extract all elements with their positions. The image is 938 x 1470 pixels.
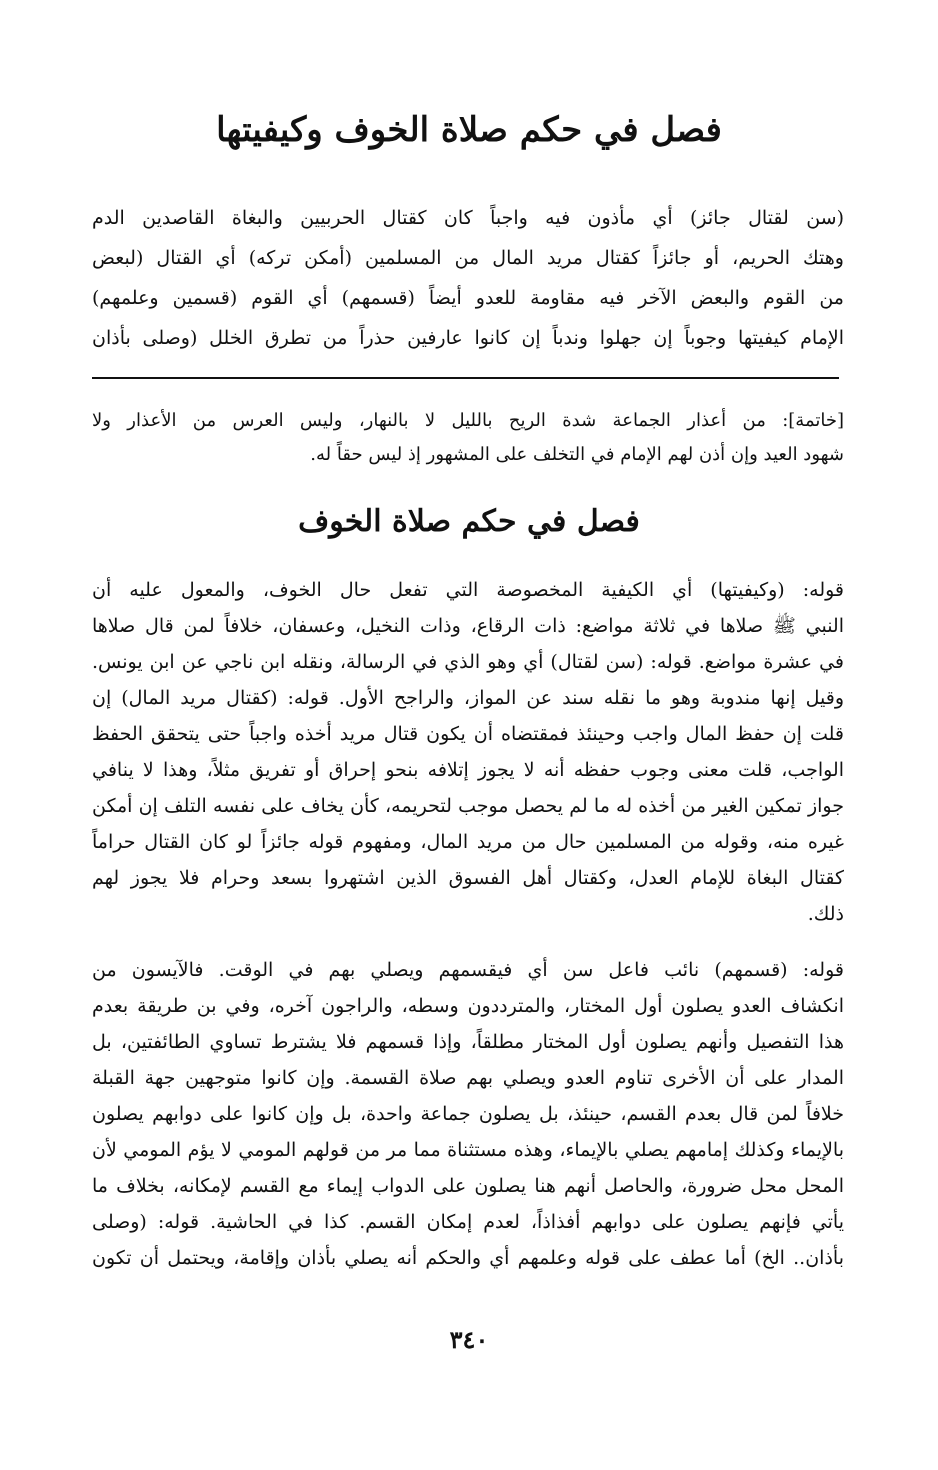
commentary-line: وقيل إنها مندوبة وهو ما نقله سند عن المواز، والراجح الأول. قوله: (كقتال مريد المال) إن: [92, 687, 844, 709]
commentary-line: خلافاً لمن قال بعدم القسم، حينئذ، بل يصلون جماعة واحدة، بل وإن كانوا على دوابهم يصلون: [92, 1103, 844, 1125]
commentary-line: انكشاف العدو يصلون أول المختار، والمترددون وسطه، والراجون آخره، وفي بن طريقة بعدم: [92, 995, 844, 1017]
main-text-line: من القوم والبعض الآخر فيه مقاومة للعدو أيضاً (قسمهم) أي القوم (قسمين وعلمهم): [92, 287, 844, 309]
main-text-line: (سن لقتال جائز) أي مأذون فيه واجباً كان كقتال الحربيين والبغاة القاصدين الدم: [92, 207, 844, 229]
commentary-line: هذا التفصيل وأنهم يصلون أول المختار مطلقاً، وإذا قسمهم فلا يشترط تساوي الطائفتين، بل: [92, 1031, 844, 1053]
paragraph-gap: [92, 932, 844, 952]
footnote: [92, 404, 844, 472]
commentary-line: قوله: (قسمهم) نائب فاعل سن أي فيقسمهم ويصلي بهم في الوقت. فالآيسون من: [92, 959, 844, 981]
separator-rule: [92, 377, 839, 379]
page-number: ٣٤٠: [449, 1325, 489, 1354]
commentary-line: النبي ﷺ صلاها في ثلاثة مواضع: ذات الرقاع، وذات النخيل، وعسفان، خلافاً لمن قال صلاها: [92, 615, 844, 637]
commentary-line: بالإيماء وكذلك إمامهم يصلي بالإيماء، وهذه مستثناة مما مر من قولهم المومي لا يؤم المومي لأن: [92, 1139, 844, 1161]
commentary-line: قلت إن حفظ المال واجب وحينئذ فمقتضاه أن يكون قتال مريد أخذه واجباً حتى يتحقق الحفظ: [92, 723, 844, 745]
main-text: [92, 198, 844, 358]
commentary-line: كقتال البغاة للإمام العدل، وكقتال أهل الفسوق الذين اشتهروا بسعد وحرام فلا يجوز لهم: [92, 867, 844, 889]
commentary-line: المحل محل ضرورة، والحاصل أنهم هنا يصلون على الدواب إيماء مع القسم لإمكانه، بخلاف ما: [92, 1175, 844, 1197]
commentary-line: يأتي فإنهم يصلون على دوابهم أفذاذاً، لعدم إمكان القسم. كذا في الحاشية. قوله: (وصلى: [92, 1211, 844, 1233]
footnote-line: [خاتمة]: من أعذار الجماعة شدة الريح بالليل لا بالنهار، وليس العرس من الأعذار ولا: [92, 410, 844, 431]
chapter-title: فصل في حكم صلاة الخوف وكيفيتها: [216, 110, 722, 150]
footnote-line: شهود العيد وإن أذن لهم الإمام في التخلف على المشهور إذ ليس حقاً له.: [310, 444, 844, 465]
commentary-line: غيره منه، وقوله من المسلمين حال من مريد المال، ومفهوم قوله جائزاً لو كان القتال حراماً: [92, 831, 844, 853]
commentary-line: في عشرة مواضع. قوله: (سن لقتال) أي وهو الذي في الرسالة، ونقله ابن ناجي عن ابن يونس.: [92, 651, 844, 673]
commentary: [92, 572, 844, 1276]
commentary-line: قوله: (وكيفيتها) أي الكيفية المخصوصة التي تفعل حال الخوف، والمعول عليه أن: [92, 579, 844, 601]
commentary-line: بأذان.. الخ) أما عطف على قوله وعلمهم أي والحكم أنه يصلي بأذان وإقامة، ويحتمل أن تكون: [92, 1247, 844, 1269]
commentary-line: جواز تمكين الغير من أخذه له ما لم يحصل موجب لتحريمه، كأن يخاف على نفسه التلف إن أمكن: [92, 795, 844, 817]
main-text-line: الإمام كيفيتها وجوباً إن جهلوا وندباً إن كانوا عارفين حذراً من تطرق الخلل (وصلى بأذان: [92, 327, 844, 349]
commentary-line: ذلك.: [807, 903, 844, 925]
main-text-line: وهتك الحريم، أو جائزاً كقتال مريد المال من المسلمين (أمكن تركه) أي القتال (لبعض: [92, 247, 844, 269]
section-title: فصل في حكم صلاة الخوف: [298, 504, 640, 539]
commentary-line: المدار على أن الأخرى تناوم العدو ويصلي بهم صلاة القسمة. وإن كانوا متوجهين جهة القبلة: [92, 1067, 844, 1089]
commentary-line: الواجب، قلت معنى وجوب حفظه أنه لا يجوز إتلافه بنحو إحراق أو تفريق مثلاً، وهذا لا ينافي: [92, 759, 844, 781]
